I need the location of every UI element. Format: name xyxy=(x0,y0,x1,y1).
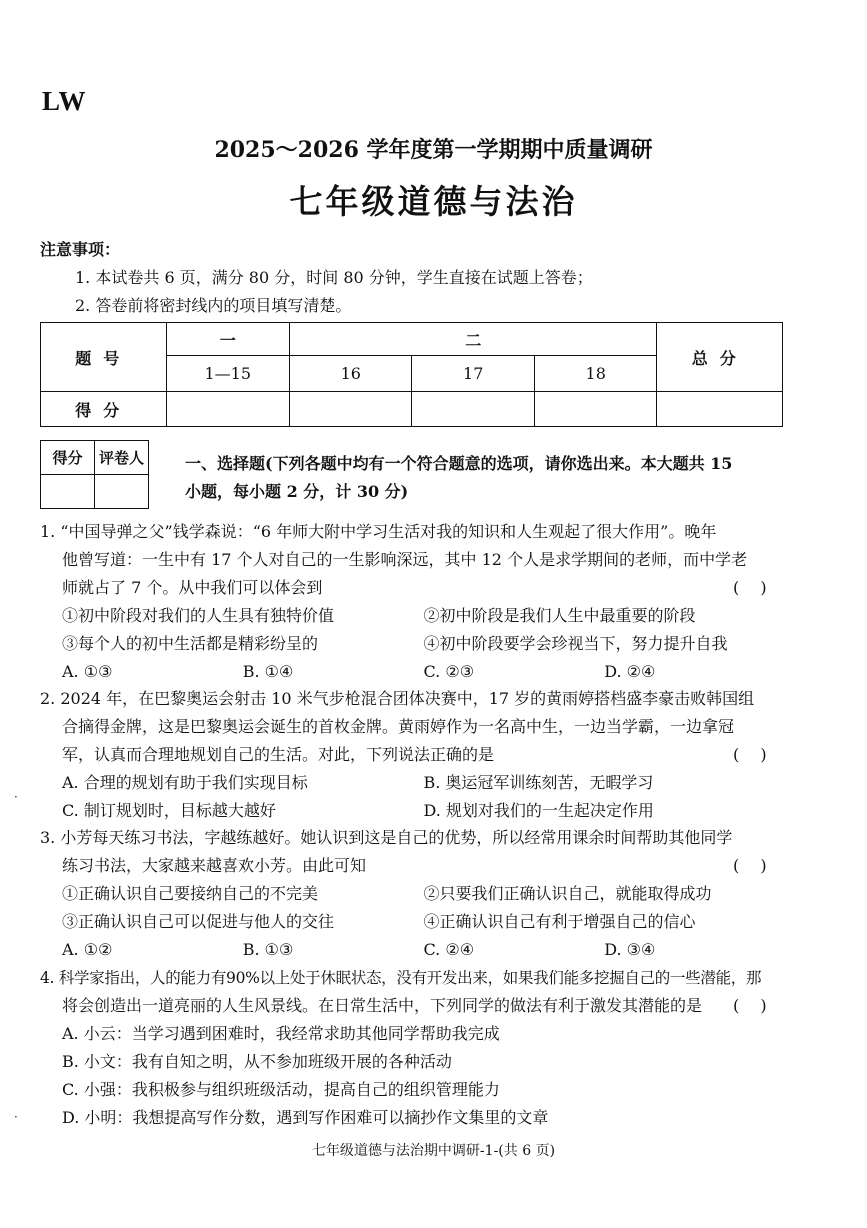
q4-option-c: C. 小强：我积极参与组织班级活动，提高自己的组织管理能力 xyxy=(62,1080,500,1099)
q3-option-a: A. ①② xyxy=(62,940,113,959)
q2-option-b: B. 奥运冠军训练刻苦，无暇学习 xyxy=(423,773,654,792)
q1-stmt-2: ②初中阶段是我们人生中最重要的阶段 xyxy=(423,606,696,625)
q2-option-d: D. 规划对我们的一生起决定作用 xyxy=(423,801,654,820)
q3-stmt-2: ②只要我们正确认识自己，就能取得成功 xyxy=(423,884,712,903)
score-cell-16[interactable] xyxy=(290,392,412,427)
q1-line-3: 师就占了 7 个。从中我们可以体会到 xyxy=(62,578,323,597)
q1-option-b: B. ①④ xyxy=(242,662,294,681)
q2-line-1: 2. 2024 年，在巴黎奥运会射击 10 米气步枪混合团体决赛中，17 岁的黄雨婷搭档盛李豪击败韩国组 xyxy=(40,689,755,708)
q3-stmt-4: ④正确认识自己有利于增强自己的信心 xyxy=(423,912,696,931)
score-cell-18[interactable] xyxy=(534,392,656,427)
row-label-question: 题号 xyxy=(41,323,167,392)
grader-table xyxy=(40,440,149,509)
section-1-line-1: 一、选择题(下列各题中均有一个符合题意的选项，请你选出来。本大题共 15 xyxy=(185,454,733,473)
q4-option-d: D. 小明：我想提高写作分数，遇到写作困难可以摘抄作文集里的文章 xyxy=(62,1108,549,1127)
q3-option-c: C. ②④ xyxy=(423,940,475,959)
col-18: 18 xyxy=(534,356,656,392)
notice-item-1: 1. 本试卷共 6 页，满分 80 分，时间 80 分钟，学生直接在试题上答卷； xyxy=(75,268,593,287)
q1-line-2: 他曾写道：一生中有 17 个人对自己的一生影响深远，其中 12 个人是求学期间的老师，而中学老 xyxy=(62,550,748,569)
q2-line-2: 合摘得金牌，这是巴黎奥运会诞生的首枚金牌。黄雨婷作为一名高中生，一边当学霸，一边拿冠 xyxy=(62,717,735,736)
q3-line-2: 练习书法，大家越来越喜欢小芳。由此可知 xyxy=(62,856,367,875)
total-header: 总分 xyxy=(657,323,783,392)
grader-score-label: 得分 xyxy=(41,441,95,475)
q4-option-a: A. 小云：当学习遇到困难时，我经常求助其他同学帮助我完成 xyxy=(62,1024,500,1043)
question-3 xyxy=(40,824,785,964)
col-1-15: 1—15 xyxy=(166,356,289,392)
q3-option-b: B. ①③ xyxy=(242,940,294,959)
col-16: 16 xyxy=(290,356,412,392)
q1-stmt-4: ④初中阶段要学会珍视当下，努力提升自我 xyxy=(423,634,728,653)
binding-mark: · xyxy=(14,790,18,804)
subject-title: 七年级道德与法治 xyxy=(289,182,578,221)
exam-title: 2025～2026 学年度第一学期期中质量调研 xyxy=(214,137,653,163)
section-1-heading xyxy=(185,450,785,506)
question-2 xyxy=(40,685,785,825)
q3-stmt-1: ①正确认识自己要接纳自己的不完美 xyxy=(62,884,319,903)
q3-option-d: D. ③④ xyxy=(604,940,656,959)
q4-line-2: 将会创造出一道亮丽的人生风景线。在日常生活中，下列同学的做法有利于激发其潜能的是 xyxy=(62,996,703,1015)
q1-line-1: 1. “中国导弹之父”钱学森说：“6 年师大附中学习生活对我的知识和人生观起了很大作用”。晚年 xyxy=(40,522,717,541)
q1-option-c: C. ②③ xyxy=(423,662,475,681)
grader-name-cell[interactable] xyxy=(95,475,149,509)
notice-item-2: 2. 答卷前将密封线内的项目填写清楚。 xyxy=(75,296,352,315)
page-footer: 七年级道德与法治期中调研-1-(共 6 页) xyxy=(311,1143,556,1159)
row-label-score: 得分 xyxy=(41,392,167,427)
q1-stmt-1: ①初中阶段对我们的人生具有独特价值 xyxy=(62,606,335,625)
q1-answer-paren[interactable]: ( ) xyxy=(733,578,767,597)
score-cell-1[interactable] xyxy=(166,392,289,427)
grader-name-label: 评卷人 xyxy=(95,441,149,475)
score-cell-total[interactable] xyxy=(657,392,783,427)
grader-score-cell[interactable] xyxy=(41,475,95,509)
q2-option-a: A. 合理的规划有助于我们实现目标 xyxy=(62,773,308,792)
binding-mark: · xyxy=(14,1110,18,1124)
q2-option-c: C. 制订规划时，目标越大越好 xyxy=(62,801,276,820)
q4-option-b: B. 小文：我有自知之明，从不参加班级开展的各种活动 xyxy=(62,1052,452,1071)
paper-code: LW xyxy=(42,86,87,116)
part-1-header: 一 xyxy=(166,323,289,356)
q4-answer-paren[interactable]: ( ) xyxy=(733,996,767,1015)
q1-option-d: D. ②④ xyxy=(604,662,656,681)
section-1-line-2: 小题，每小题 2 分，计 30 分) xyxy=(185,482,409,501)
q1-option-a: A. ①③ xyxy=(62,662,113,681)
part-2-header: 二 xyxy=(290,323,657,356)
question-4 xyxy=(40,964,785,1132)
q4-line-1: 4. 科学家指出，人的能力有90%以上处于休眠状态，没有开发出来，如果我们能多挖掘自己的一些潜能，那 xyxy=(40,969,762,987)
q3-stmt-3: ③正确认识自己可以促进与他人的交往 xyxy=(62,912,335,931)
score-cell-17[interactable] xyxy=(412,392,534,427)
q1-stmt-3: ③每个人的初中生活都是精彩纷呈的 xyxy=(62,634,319,653)
q3-answer-paren[interactable]: ( ) xyxy=(733,856,767,875)
score-table xyxy=(40,322,783,427)
col-17: 17 xyxy=(412,356,534,392)
q2-answer-paren[interactable]: ( ) xyxy=(733,745,767,764)
question-1 xyxy=(40,518,785,686)
q2-line-3: 军，认真而合理地规划自己的生活。对此，下列说法正确的是 xyxy=(62,745,495,764)
q3-line-1: 3. 小芳每天练习书法，字越练越好。她认识到这是自己的优势，所以经常用课余时间帮助其他同学 xyxy=(40,828,733,847)
notice-heading: 注意事项： xyxy=(40,240,121,259)
